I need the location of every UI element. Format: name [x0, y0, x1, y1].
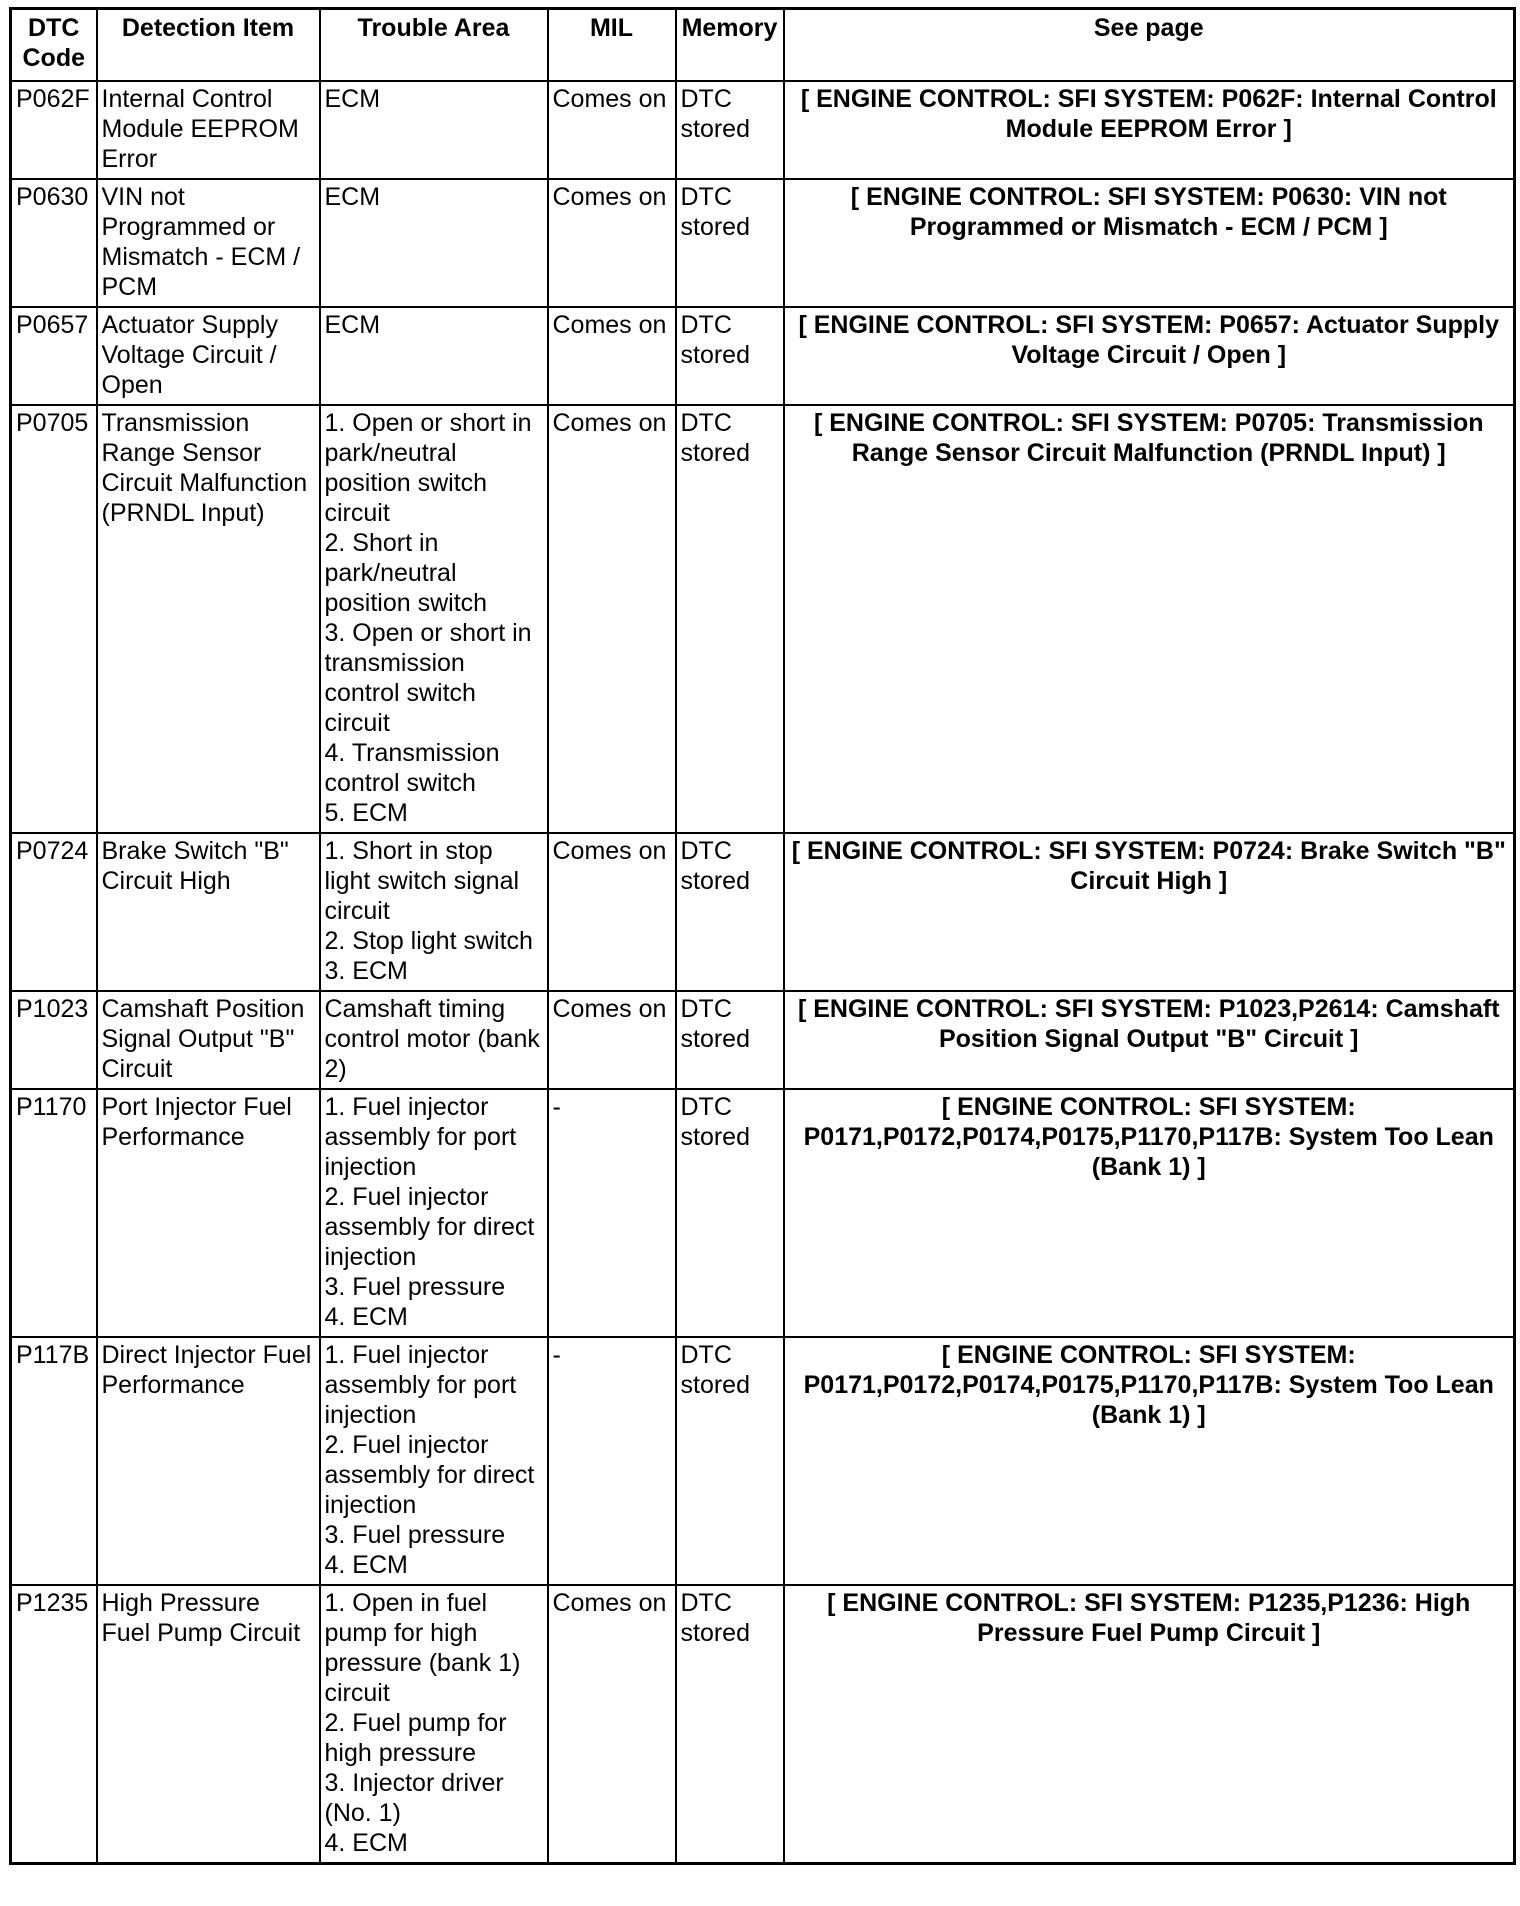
- trouble-area-line: Camshaft timing control motor (bank 2): [324, 995, 540, 1083]
- header-trouble-area: Trouble Area: [320, 9, 548, 82]
- trouble-area-line: 3. Fuel pressure: [324, 1273, 506, 1301]
- trouble-area-line: 2. Fuel pump for high pressure: [324, 1709, 507, 1767]
- trouble-area-line: 2. Fuel injector assembly for direct injection: [324, 1431, 535, 1519]
- dtc-code-cell: P0657: [11, 307, 97, 405]
- detection-item-cell: Brake Switch "B" Circuit High: [97, 833, 320, 991]
- table-row: [11, 81, 1515, 179]
- table-row: [11, 1337, 1515, 1585]
- trouble-area-line: 4. Transmission control switch: [324, 739, 500, 797]
- trouble-area-line: 3. Open or short in transmission control switch circuit: [324, 619, 532, 737]
- trouble-area-line: 2. Short in park/neutral position switch: [324, 529, 488, 617]
- see-page-link[interactable]: [ ENGINE CONTROL: SFI SYSTEM: P0724: Brake Switch "B" Circuit High ]: [784, 833, 1515, 991]
- trouble-area-cell: [320, 405, 548, 833]
- dtc-code-cell: P0630: [11, 179, 97, 307]
- table-row: [11, 1585, 1515, 1864]
- detection-item-cell: Direct Injector Fuel Performance: [97, 1337, 320, 1585]
- trouble-area-line: 3. Fuel pressure: [324, 1521, 506, 1549]
- memory-cell: DTC stored: [676, 307, 784, 405]
- trouble-area-cell: [320, 991, 548, 1089]
- dtc-table: [9, 7, 1516, 1865]
- memory-cell: DTC stored: [676, 405, 784, 833]
- mil-cell: -: [548, 1337, 676, 1585]
- see-page-link[interactable]: [ ENGINE CONTROL: SFI SYSTEM: P0657: Actuator Supply Voltage Circuit / Open ]: [784, 307, 1515, 405]
- memory-cell: DTC stored: [676, 81, 784, 179]
- memory-cell: DTC stored: [676, 1585, 784, 1864]
- header-detection-item: Detection Item: [97, 9, 320, 82]
- trouble-area-line: 1. Open or short in park/neutral position switch circuit: [324, 409, 532, 527]
- trouble-area-cell: [320, 1337, 548, 1585]
- trouble-area-line: 1. Fuel injector assembly for port injection: [324, 1093, 517, 1181]
- see-page-link[interactable]: [ ENGINE CONTROL: SFI SYSTEM: P0171,P0172,P0174,P0175,P1170,P117B: System Too Lean (Bank 1) ]: [784, 1089, 1515, 1337]
- dtc-code-cell: P062F: [11, 81, 97, 179]
- dtc-table-body: [11, 81, 1515, 1864]
- detection-item-cell: Internal Control Module EEPROM Error: [97, 81, 320, 179]
- header-memory: Memory: [676, 9, 784, 82]
- header-mil: MIL: [548, 9, 676, 82]
- see-page-link[interactable]: [ ENGINE CONTROL: SFI SYSTEM: P0171,P0172,P0174,P0175,P1170,P117B: System Too Lean (Bank 1) ]: [784, 1337, 1515, 1585]
- detection-item-cell: Actuator Supply Voltage Circuit / Open: [97, 307, 320, 405]
- see-page-link[interactable]: [ ENGINE CONTROL: SFI SYSTEM: P062F: Internal Control Module EEPROM Error ]: [784, 81, 1515, 179]
- memory-cell: DTC stored: [676, 991, 784, 1089]
- trouble-area-line: 1. Fuel injector assembly for port injection: [324, 1341, 517, 1429]
- table-row: [11, 991, 1515, 1089]
- trouble-area-line: 3. ECM: [324, 957, 408, 985]
- mil-cell: Comes on: [548, 991, 676, 1089]
- trouble-area-line: 5. ECM: [324, 799, 408, 827]
- table-row: [11, 307, 1515, 405]
- dtc-code-cell: P1235: [11, 1585, 97, 1864]
- trouble-area-cell: [320, 1585, 548, 1864]
- trouble-area-line: 1. Open in fuel pump for high pressure (bank 1) circuit: [324, 1589, 521, 1707]
- header-see-page: See page: [784, 9, 1515, 82]
- see-page-link[interactable]: [ ENGINE CONTROL: SFI SYSTEM: P0630: VIN not Programmed or Mismatch - ECM / PCM ]: [784, 179, 1515, 307]
- trouble-area-line: 4. ECM: [324, 1303, 408, 1331]
- trouble-area-cell: [320, 179, 548, 307]
- trouble-area-cell: [320, 81, 548, 179]
- memory-cell: DTC stored: [676, 833, 784, 991]
- see-page-link[interactable]: [ ENGINE CONTROL: SFI SYSTEM: P1023,P2614: Camshaft Position Signal Output "B" Circuit ]: [784, 991, 1515, 1089]
- mil-cell: Comes on: [548, 405, 676, 833]
- see-page-link[interactable]: [ ENGINE CONTROL: SFI SYSTEM: P1235,P1236: High Pressure Fuel Pump Circuit ]: [784, 1585, 1515, 1864]
- mil-cell: Comes on: [548, 1585, 676, 1864]
- table-row: [11, 179, 1515, 307]
- table-row: [11, 833, 1515, 991]
- trouble-area-line: 2. Stop light switch: [324, 927, 533, 955]
- trouble-area-line: ECM: [324, 183, 381, 211]
- trouble-area-line: 4. ECM: [324, 1829, 408, 1857]
- dtc-code-cell: P0705: [11, 405, 97, 833]
- memory-cell: DTC stored: [676, 179, 784, 307]
- mil-cell: Comes on: [548, 81, 676, 179]
- trouble-area-cell: [320, 1089, 548, 1337]
- memory-cell: DTC stored: [676, 1089, 784, 1337]
- trouble-area-cell: [320, 833, 548, 991]
- see-page-link[interactable]: [ ENGINE CONTROL: SFI SYSTEM: P0705: Transmission Range Sensor Circuit Malfunction (PRNDL Input) ]: [784, 405, 1515, 833]
- mil-cell: Comes on: [548, 179, 676, 307]
- trouble-area-line: 1. Short in stop light switch signal circuit: [324, 837, 520, 925]
- detection-item-cell: VIN not Programmed or Mismatch - ECM / PCM: [97, 179, 320, 307]
- mil-cell: Comes on: [548, 833, 676, 991]
- trouble-area-cell: [320, 307, 548, 405]
- mil-cell: Comes on: [548, 307, 676, 405]
- dtc-code-cell: P1023: [11, 991, 97, 1089]
- detection-item-cell: Port Injector Fuel Performance: [97, 1089, 320, 1337]
- trouble-area-line: 3. Injector driver (No. 1): [324, 1769, 504, 1827]
- trouble-area-line: 2. Fuel injector assembly for direct injection: [324, 1183, 535, 1271]
- detection-item-cell: High Pressure Fuel Pump Circuit: [97, 1585, 320, 1864]
- memory-cell: DTC stored: [676, 1337, 784, 1585]
- detection-item-cell: Transmission Range Sensor Circuit Malfunction (PRNDL Input): [97, 405, 320, 833]
- header-row: [11, 9, 1515, 82]
- trouble-area-line: 4. ECM: [324, 1551, 408, 1579]
- dtc-code-cell: P117B: [11, 1337, 97, 1585]
- table-row: [11, 405, 1515, 833]
- detection-item-cell: Camshaft Position Signal Output "B" Circuit: [97, 991, 320, 1089]
- dtc-code-cell: P1170: [11, 1089, 97, 1337]
- trouble-area-line: ECM: [324, 85, 381, 113]
- table-row: [11, 1089, 1515, 1337]
- trouble-area-line: ECM: [324, 311, 381, 339]
- mil-cell: -: [548, 1089, 676, 1337]
- dtc-code-cell: P0724: [11, 833, 97, 991]
- header-dtc-code: DTC Code: [11, 9, 97, 82]
